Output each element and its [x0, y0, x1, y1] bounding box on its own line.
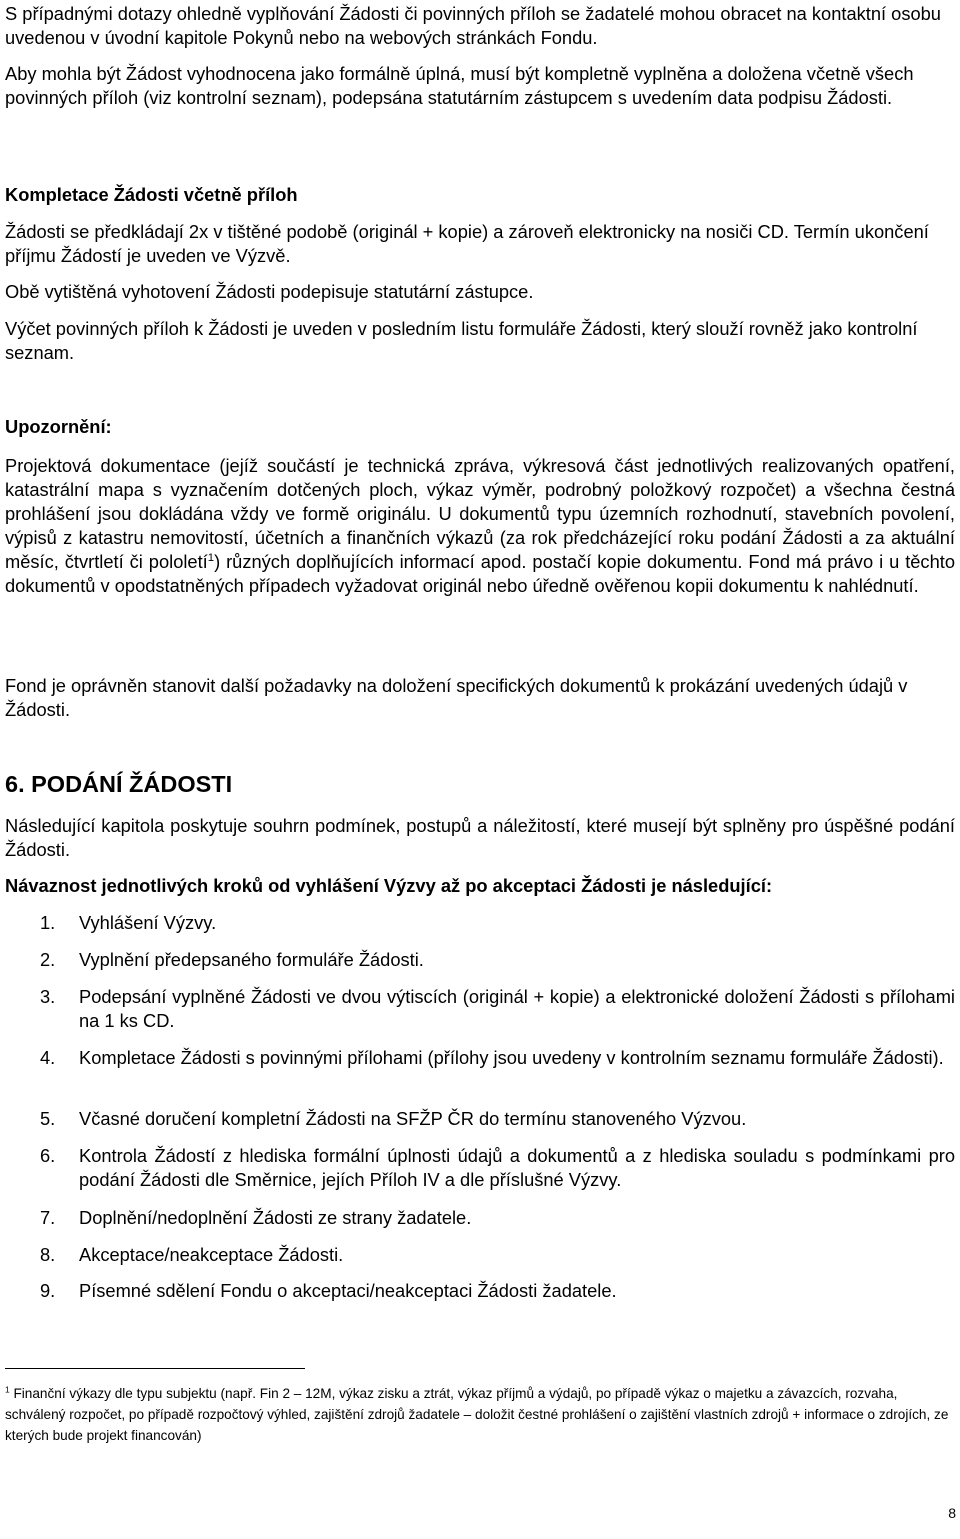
footnote — [5, 1383, 955, 1446]
paragraph-project-documentation-part2: ) různých doplňujících informací apod. postačí kopie dokumentu. Fond má právo i u těchto dokumentů v opodstatněných případech vyžadovat originál nebo úředně ověřenou kopii dokumentu k nahlédnutí. — [5, 551, 955, 596]
paragraph-project-documentation-part1: Projektová dokumentace (jejíž součástí je technická zpráva, výkresová část jednotlivých realizovaných opatření, katastrální mapa s vyznačením dotčených ploch, výkaz výměr, podrobný položkový rozpočet) a všechna čestná prohlášení jsou dokládána vždy ve formě originálu. U dokumentů typu územních rozhodnutí, stavebních povolení, výpisů z katastru nemovitostí, účetních a finančních výkazů (za rok předcházející roku podání Žádosti a za aktuální měsíc, čtvrtletí či pololetí — [5, 455, 955, 572]
list-item-number: 6. — [40, 1145, 56, 1166]
list-item-number: 5. — [40, 1108, 56, 1129]
list-item-number: 3. — [40, 986, 56, 1007]
list-item-number: 9. — [40, 1280, 56, 1301]
list-item-text: Písemné sdělení Fondu o akceptaci/neakceptaci Žádosti žadatele. — [79, 1280, 617, 1301]
section-heading-podani-zadosti: 6. PODÁNÍ ŽÁDOSTI — [5, 771, 233, 797]
heading-steps: Návaznost jednotlivých kroků od vyhlášení Výzvy až po akceptaci Žádosti je následující: — [5, 875, 773, 896]
list-item-number: 8. — [40, 1244, 56, 1265]
list-item-text: Vyhlášení Výzvy. — [79, 912, 217, 933]
paragraph-additional-requirements: Fond je oprávněn stanovit další požadavky na doložení specifických dokumentů k prokázání uvedených údajů v Žádosti. — [5, 675, 908, 720]
paragraph-project-documentation — [5, 454, 955, 598]
paragraph-attachments-list: Výčet povinných příloh k Žádosti je uveden v posledním listu formuláře Žádosti, který slouží rovněž jako kontrolní seznam. — [5, 318, 918, 363]
list-item-number: 2. — [40, 949, 56, 970]
heading-upozorneni: Upozornění: — [5, 416, 112, 437]
paragraph-submission-copies: Žádosti se předkládají 2x v tištěné podobě (originál + kopie) a zároveň elektronicky na nosiči CD. Termín ukončení příjmu Žádostí je uveden ve Výzvě. — [5, 221, 929, 266]
list-item-number: 7. — [40, 1207, 56, 1228]
list-item-text: Podepsání vyplněné Žádosti ve dvou výtiscích (originál + kopie) a elektronické doložení Žádosti s přílohami na 1 ks CD. — [79, 986, 955, 1031]
page-number: 8 — [948, 1505, 956, 1521]
list-item-text: Vyplnění předepsaného formuláře Žádosti. — [79, 949, 424, 970]
list-item-number: 1. — [40, 912, 56, 933]
paragraph-formal-completeness: Aby mohla být Žádost vyhodnocena jako formálně úplná, musí být kompletně vyplněna a doložena včetně všech povinných příloh (viz kontrolní seznam), podepsána statutárním zástupcem s uvedením data podpisu Žádosti. — [5, 63, 914, 108]
paragraph-contact: S případnými dotazy ohledně vyplňování Žádosti či povinných příloh se žadatelé mohou obracet na kontaktní osobu uvedenou v úvodní kapitole Pokynů nebo na webových stránkách Fondu. — [5, 3, 941, 48]
list-item-text: Doplnění/nedoplnění Žádosti ze strany žadatele. — [79, 1207, 472, 1228]
list-item-text: Kontrola Žádostí z hlediska formální úplnosti údajů a dokumentů a z hlediska souladu s podmínkami pro podání Žádosti dle Směrnice, jejích Příloh IV a dle příslušné Výzvy. — [79, 1145, 955, 1190]
paragraph-chapter-summary: Následující kapitola poskytuje souhrn podmínek, postupů a náležitostí, které musejí být splněny pro úspěšné podání Žádosti. — [5, 815, 955, 860]
footnote-separator — [5, 1368, 305, 1369]
footnote-text: Finanční výkazy dle typu subjektu (např. Fin 2 – 12M, výkaz zisku a ztrát, výkaz příjmů a výdajů, po případě výkaz o majetku a závazcích, rozvaha, schválený rozpočet, po případě rozpočtový výhled, zajištění zdrojů žadatele – doložit čestné prohlášení o zajištění vlastních zdrojů + informace o zdrojích, ze kterých bude projekt financován) — [5, 1386, 949, 1443]
footnote-reference[interactable]: 1 — [207, 551, 215, 564]
list-item-text: Kompletace Žádosti s povinnými přílohami (přílohy jsou uvedeny v kontrolním seznamu formuláře Žádosti). — [79, 1047, 944, 1068]
list-item-text: Akceptace/neakceptace Žádosti. — [79, 1244, 344, 1265]
list-item-text: Včasné doručení kompletní Žádosti na SFŽP ČR do termínu stanoveného Výzvou. — [79, 1108, 747, 1129]
footnote-marker: 1 — [5, 1384, 10, 1395]
list-item-number: 4. — [40, 1047, 56, 1068]
heading-kompletace: Kompletace Žádosti včetně příloh — [5, 184, 298, 205]
paragraph-signature: Obě vytištěná vyhotovení Žádosti podepisuje statutární zástupce. — [5, 281, 534, 302]
